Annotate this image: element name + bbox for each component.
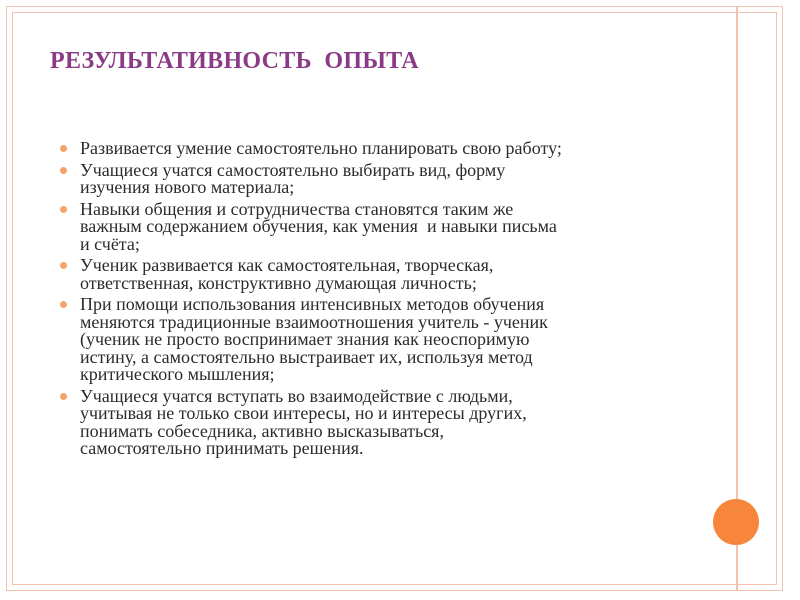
bullet-text-line: Навыки общения и сотрудничества становятся таким же [80, 198, 514, 219]
bullet-text-line: и счёта; [80, 233, 140, 254]
bullet-text-line: меняются традиционные взаимоотношения учитель - ученик [80, 311, 548, 332]
bullet-item [60, 385, 700, 458]
bullet-text-line: учитывая не только свои интересы, но и интересы других, [80, 403, 527, 423]
bullet-text-line: Учащиеся учатся вступать во взаимодействие с людьми, [80, 385, 513, 406]
bullet-text-line: истину, а самостоятельно выстраивает их, используя метод [80, 346, 533, 367]
bullet-text-line: важным содержанием обучения, как умения и навыки письма [80, 216, 557, 236]
bullet-item [60, 159, 700, 197]
bullet-dot-icon [60, 145, 67, 152]
bullet-text-line: При помощи использования интенсивных методов обучения [80, 294, 545, 314]
bullet-text-line: критического мышления; [80, 364, 275, 384]
bullet-text-line: Развивается умение самостоятельно планировать свою работу; [80, 138, 562, 158]
bullet-item [60, 296, 700, 384]
bullet-text-line: изучения нового материала; [80, 177, 295, 197]
bullet-list [60, 140, 700, 462]
bullet-text-line: Ученик развивается как самостоятельная, творческая, [80, 255, 494, 275]
bullet-item [60, 198, 700, 254]
bullet-dot-icon [60, 206, 67, 213]
bullet-dot-icon [60, 262, 67, 269]
bullet-text-line: (ученик не просто воспринимает знания как неоспоримую [80, 329, 530, 349]
bullet-text-line: Учащиеся учатся самостоятельно выбирать вид, форму [80, 159, 506, 180]
bullet-item [60, 257, 700, 292]
bullet-item [60, 140, 700, 158]
bullet-dot-icon [60, 167, 67, 174]
bullet-text-line: самостоятельно принимать решения. [80, 438, 364, 458]
bullet-text-line: ответственная, конструктивно думающая личность; [80, 272, 477, 293]
bullet-dot-icon [60, 393, 67, 400]
bullet-dot-icon [60, 301, 67, 308]
bullet-text-line: понимать собеседника, активно высказываться, [80, 420, 444, 441]
slide-title: РЕЗУЛЬТАТИВНОСТЬ ОПЫТА [50, 48, 419, 74]
decorative-circle [713, 499, 759, 545]
